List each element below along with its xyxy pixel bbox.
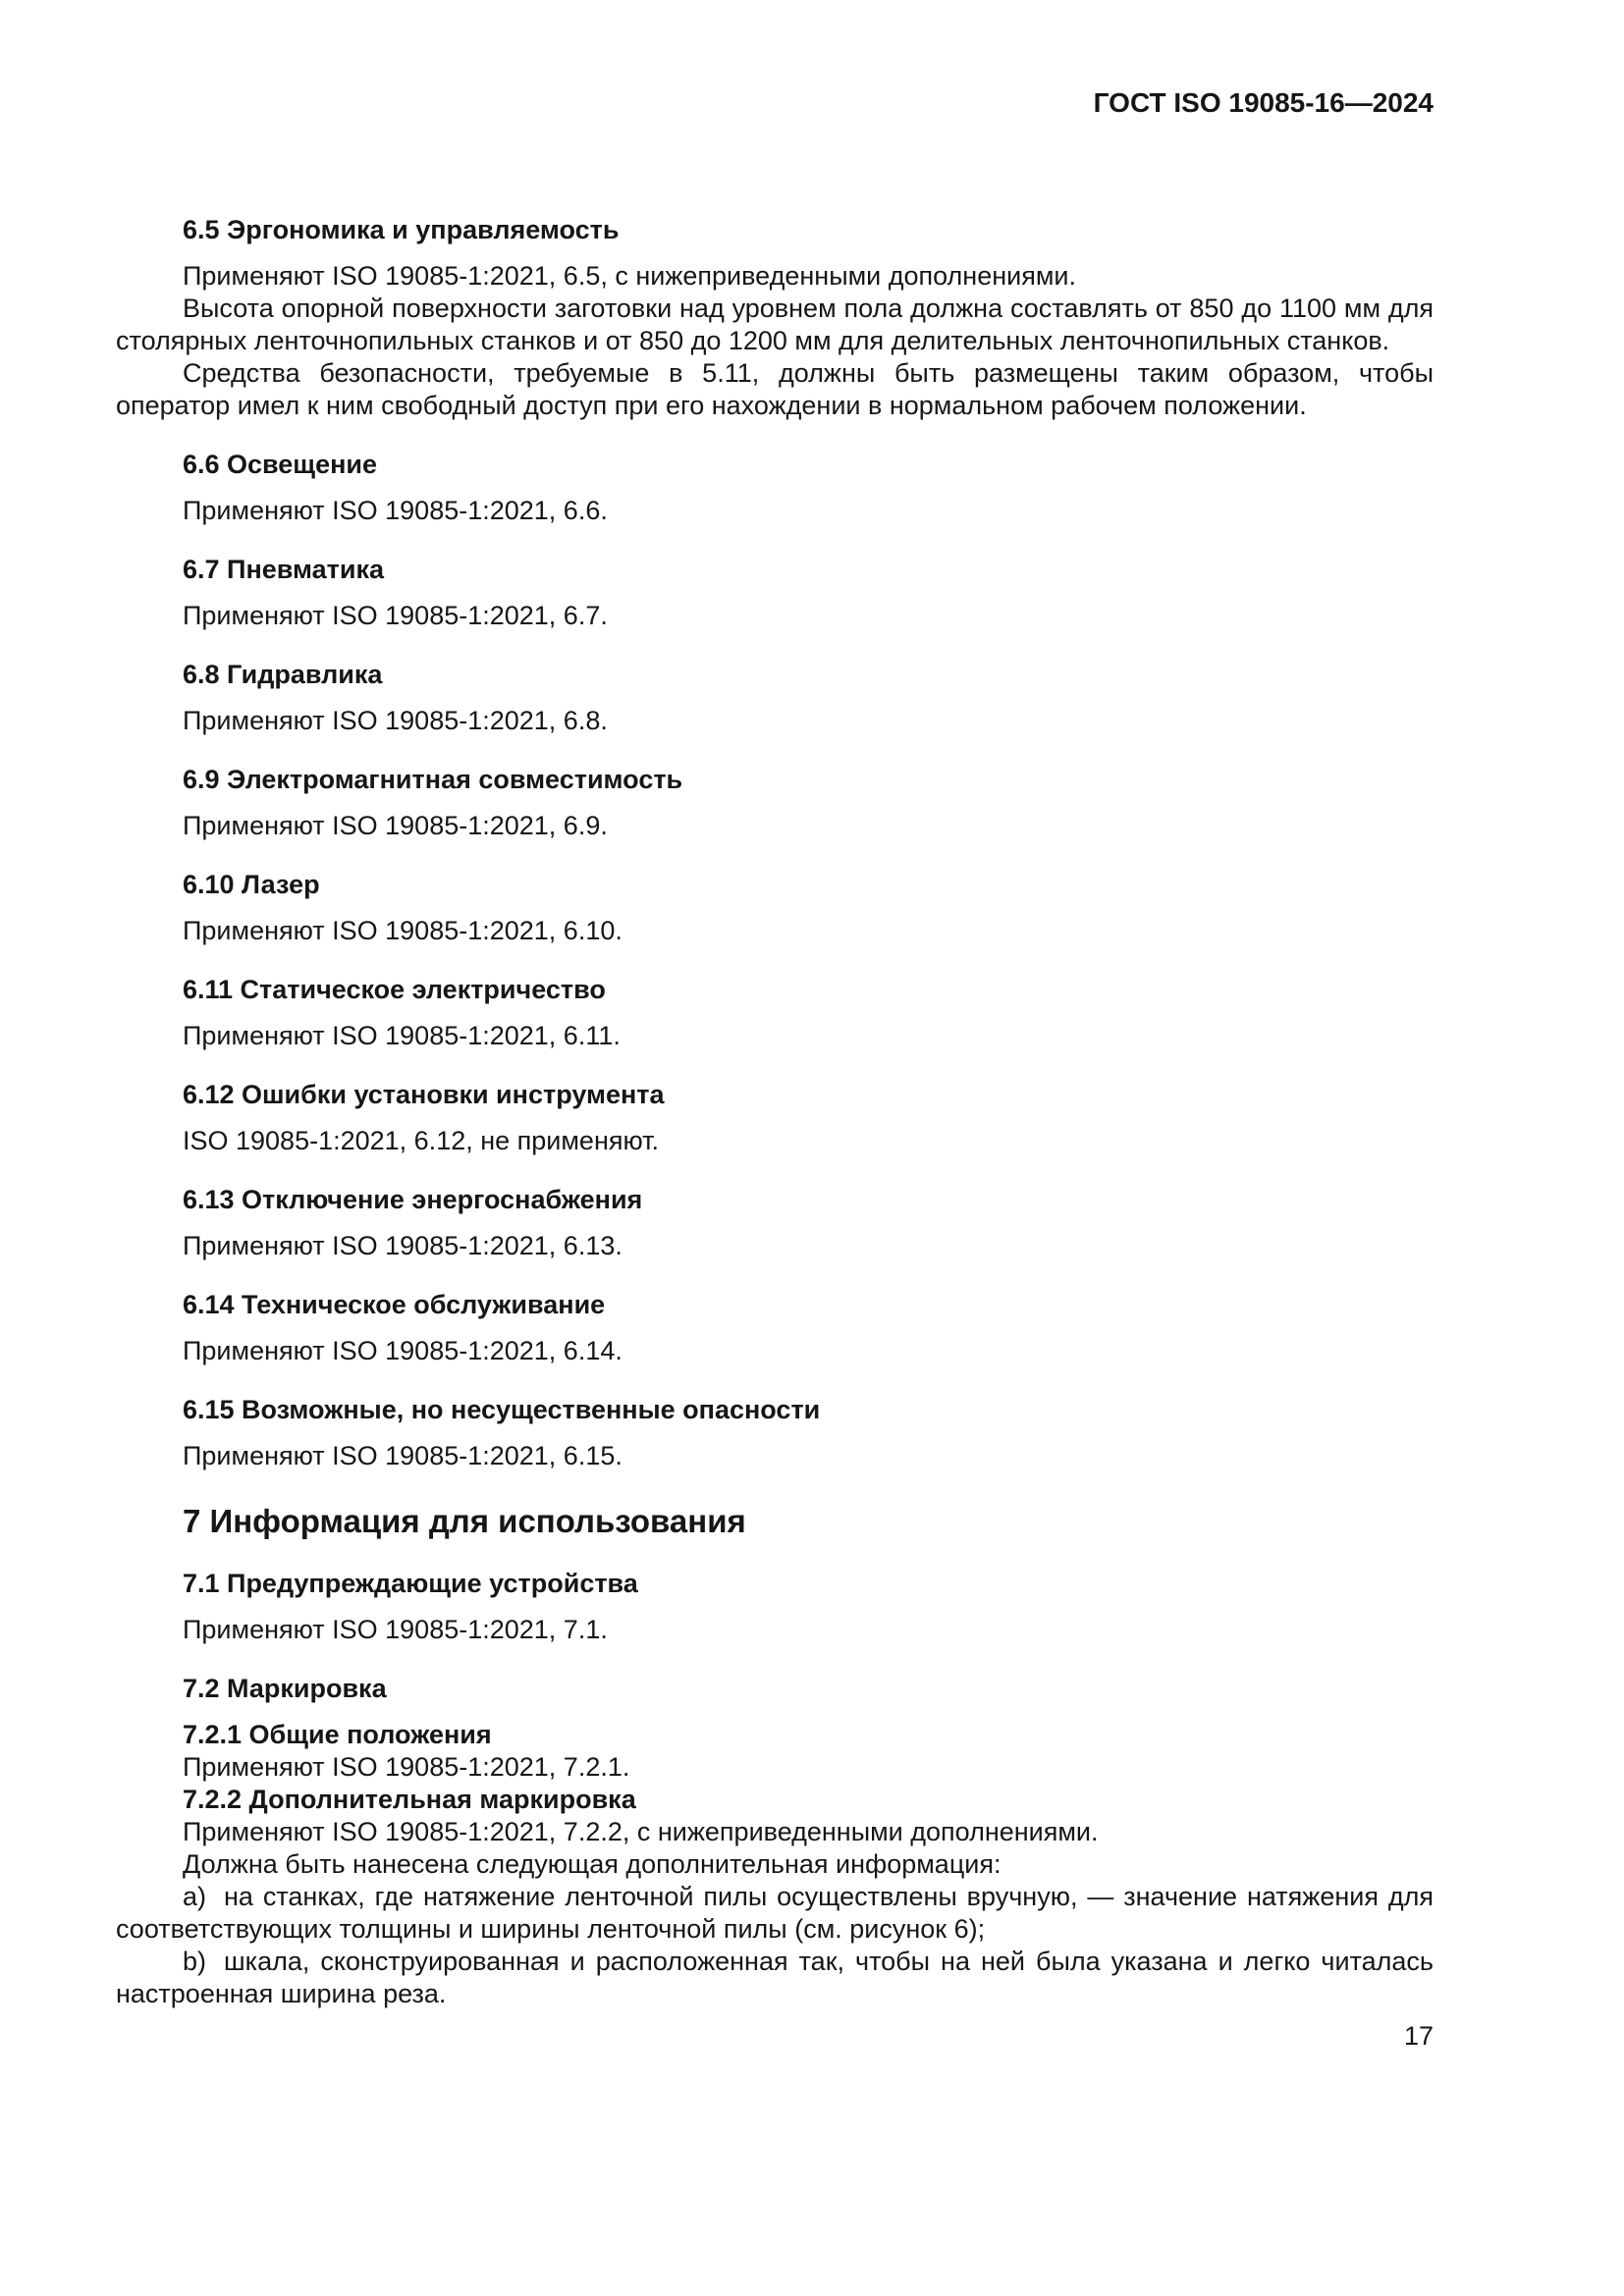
- page-header: [116, 86, 1434, 119]
- list-item-text: шкала, сконструированная и расположенная так, чтобы на ней была указана и легко читалась настроенная ширина реза.: [116, 1947, 1434, 2008]
- list-item: [116, 1881, 1434, 1946]
- paragraph: Должна быть нанесена следующая дополнительная информация:: [183, 1849, 1001, 1879]
- heading-6-12: 6.12 Ошибки установки инструмента: [183, 1080, 665, 1109]
- heading-6-5: 6.5 Эргономика и управляемость: [183, 215, 620, 244]
- heading-6-7: 6.7 Пневматика: [183, 555, 384, 584]
- heading-7-2: 7.2 Маркировка: [183, 1674, 387, 1703]
- page-number: 17: [1403, 2021, 1434, 2051]
- heading-7-2-2: 7.2.2 Дополнительная маркировка: [183, 1785, 636, 1814]
- heading-6-15: 6.15 Возможные, но несущественные опасности: [183, 1395, 821, 1424]
- paragraph: Применяют ISO 19085-1:2021, 7.2.2, с нижеприведенными дополнениями.: [183, 1817, 1099, 1846]
- heading-6-6: 6.6 Освещение: [183, 450, 378, 479]
- list-item-label: a): [183, 1882, 207, 1911]
- paragraph: Применяют ISO 19085-1:2021, 7.2.1.: [183, 1752, 630, 1782]
- paragraph: Применяют ISO 19085-1:2021, 6.9.: [183, 811, 608, 840]
- heading-6-13: 6.13 Отключение энергоснабжения: [183, 1185, 643, 1214]
- list-item: [116, 1946, 1434, 2010]
- paragraph: ISO 19085-1:2021, 6.12, не применяют.: [183, 1126, 660, 1155]
- heading-7-2-1: 7.2.1 Общие положения: [183, 1720, 492, 1749]
- paragraph: Применяют ISO 19085-1:2021, 6.8.: [183, 706, 608, 735]
- paragraph: Применяют ISO 19085-1:2021, 6.5, с нижеприведенными дополнениями.: [183, 261, 1076, 291]
- heading-7-1: 7.1 Предупреждающие устройства: [183, 1569, 638, 1598]
- paragraph: Высота опорной поверхности заготовки над уровнем пола должна составлять от 850 до 1100 мм для столярных ленточнопильных станков и от 850 до 1200 мм для делительных ленточнопильных станков.: [116, 294, 1434, 355]
- page-footer: [116, 2020, 1434, 2053]
- paragraph: Применяют ISO 19085-1:2021, 6.11.: [183, 1021, 621, 1050]
- heading-6-14: 6.14 Техническое обслуживание: [183, 1290, 606, 1319]
- page-body: [116, 214, 1434, 2010]
- heading-6-9: 6.9 Электромагнитная совместимость: [183, 765, 683, 794]
- paragraph: Применяют ISO 19085-1:2021, 6.15.: [183, 1441, 623, 1470]
- paragraph: Применяют ISO 19085-1:2021, 6.14.: [183, 1336, 623, 1365]
- list-item-label: b): [183, 1947, 207, 1976]
- chapter-heading-7: 7 Информация для использования: [183, 1503, 746, 1539]
- heading-6-8: 6.8 Гидравлика: [183, 660, 383, 689]
- paragraph: Применяют ISO 19085-1:2021, 6.6.: [183, 496, 608, 525]
- heading-6-10: 6.10 Лазер: [183, 870, 320, 899]
- paragraph: Применяют ISO 19085-1:2021, 6.13.: [183, 1231, 623, 1260]
- paragraph: Применяют ISO 19085-1:2021, 6.10.: [183, 916, 623, 945]
- paragraph: Применяют ISO 19085-1:2021, 6.7.: [183, 601, 608, 630]
- list-item-text: на станках, где натяжение ленточной пилы осуществлены вручную, — значение натяжения для соответствующих толщины и ширины ленточной пилы (см. рисунок 6);: [116, 1882, 1434, 1944]
- standard-number: ГОСТ ISO 19085-16—2024: [1093, 87, 1434, 118]
- paragraph: Применяют ISO 19085-1:2021, 7.1.: [183, 1615, 608, 1644]
- heading-6-11: 6.11 Статическое электричество: [183, 975, 606, 1004]
- paragraph: Средства безопасности, требуемые в 5.11, должны быть размещены таким образом, чтобы оператор имел к ним свободный доступ при его нахождении в нормальном рабочем положении.: [116, 358, 1434, 420]
